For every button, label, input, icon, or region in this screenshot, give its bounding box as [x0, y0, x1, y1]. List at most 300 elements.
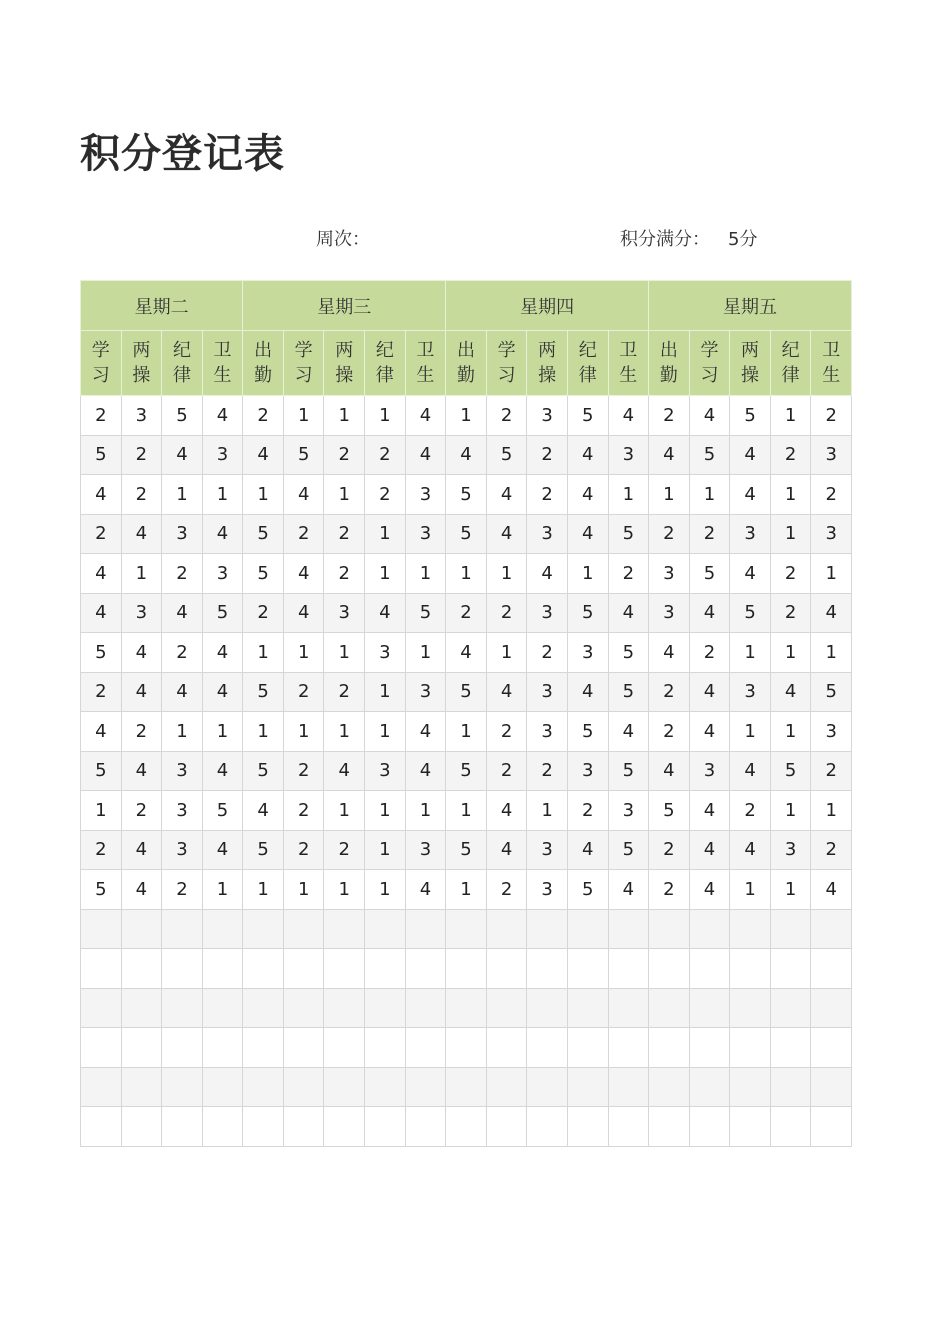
score-cell[interactable]: 2	[283, 672, 324, 712]
score-cell[interactable]: 1	[811, 633, 852, 673]
score-cell[interactable]: 4	[689, 672, 730, 712]
score-cell[interactable]: 2	[649, 830, 690, 870]
score-cell[interactable]: 3	[202, 554, 243, 594]
score-cell[interactable]	[81, 1067, 122, 1107]
score-cell[interactable]: 1	[689, 475, 730, 515]
score-cell[interactable]: 4	[689, 830, 730, 870]
score-cell[interactable]: 1	[770, 870, 811, 910]
score-cell[interactable]	[365, 909, 406, 949]
score-cell[interactable]: 3	[527, 396, 568, 436]
score-cell[interactable]: 1	[283, 870, 324, 910]
score-cell[interactable]: 4	[202, 633, 243, 673]
score-cell[interactable]: 4	[81, 475, 122, 515]
score-cell[interactable]: 1	[365, 791, 406, 831]
score-cell[interactable]: 2	[121, 475, 162, 515]
score-cell[interactable]: 2	[730, 791, 771, 831]
score-cell[interactable]: 1	[527, 791, 568, 831]
score-cell[interactable]: 4	[283, 593, 324, 633]
score-cell[interactable]: 4	[81, 554, 122, 594]
score-cell[interactable]: 4	[730, 554, 771, 594]
score-cell[interactable]	[121, 1028, 162, 1068]
score-cell[interactable]	[283, 949, 324, 989]
score-cell[interactable]	[486, 909, 527, 949]
score-cell[interactable]	[689, 1028, 730, 1068]
score-cell[interactable]: 1	[770, 633, 811, 673]
score-cell[interactable]: 2	[446, 593, 487, 633]
score-cell[interactable]	[446, 1107, 487, 1147]
score-cell[interactable]	[283, 1028, 324, 1068]
score-cell[interactable]	[283, 1107, 324, 1147]
score-cell[interactable]: 2	[649, 870, 690, 910]
score-cell[interactable]: 3	[527, 672, 568, 712]
score-cell[interactable]: 2	[121, 712, 162, 752]
score-cell[interactable]: 4	[730, 435, 771, 475]
score-cell[interactable]	[405, 949, 446, 989]
score-cell[interactable]: 1	[649, 475, 690, 515]
score-cell[interactable]	[202, 1107, 243, 1147]
score-cell[interactable]	[730, 1107, 771, 1147]
score-cell[interactable]: 5	[243, 554, 284, 594]
score-cell[interactable]: 4	[324, 751, 365, 791]
score-cell[interactable]: 3	[527, 514, 568, 554]
score-cell[interactable]: 4	[649, 751, 690, 791]
score-cell[interactable]: 1	[324, 791, 365, 831]
score-cell[interactable]	[243, 988, 284, 1028]
score-cell[interactable]: 4	[649, 435, 690, 475]
score-cell[interactable]: 5	[283, 435, 324, 475]
score-cell[interactable]: 2	[81, 514, 122, 554]
score-cell[interactable]	[121, 988, 162, 1028]
score-cell[interactable]	[527, 1107, 568, 1147]
score-cell[interactable]	[689, 1107, 730, 1147]
score-cell[interactable]: 4	[567, 830, 608, 870]
score-cell[interactable]: 2	[649, 514, 690, 554]
score-cell[interactable]: 5	[202, 593, 243, 633]
score-cell[interactable]	[405, 1028, 446, 1068]
score-cell[interactable]	[283, 1067, 324, 1107]
score-cell[interactable]	[324, 909, 365, 949]
score-cell[interactable]: 5	[81, 435, 122, 475]
score-cell[interactable]: 4	[811, 593, 852, 633]
score-cell[interactable]: 3	[162, 751, 203, 791]
score-cell[interactable]: 5	[811, 672, 852, 712]
score-cell[interactable]: 4	[689, 396, 730, 436]
score-cell[interactable]: 4	[567, 672, 608, 712]
score-cell[interactable]: 2	[243, 593, 284, 633]
score-cell[interactable]: 1	[283, 396, 324, 436]
score-cell[interactable]: 1	[365, 514, 406, 554]
score-cell[interactable]: 4	[405, 712, 446, 752]
score-cell[interactable]	[162, 1067, 203, 1107]
score-cell[interactable]: 4	[283, 554, 324, 594]
score-cell[interactable]	[608, 988, 649, 1028]
score-cell[interactable]: 1	[324, 396, 365, 436]
score-cell[interactable]	[649, 1067, 690, 1107]
score-cell[interactable]: 1	[446, 396, 487, 436]
score-cell[interactable]: 4	[202, 672, 243, 712]
score-cell[interactable]: 5	[81, 870, 122, 910]
score-cell[interactable]: 4	[486, 514, 527, 554]
score-cell[interactable]: 4	[243, 435, 284, 475]
score-cell[interactable]	[527, 909, 568, 949]
score-cell[interactable]	[486, 949, 527, 989]
score-cell[interactable]: 2	[811, 751, 852, 791]
score-cell[interactable]: 4	[527, 554, 568, 594]
score-cell[interactable]	[811, 1067, 852, 1107]
score-cell[interactable]: 3	[649, 593, 690, 633]
score-cell[interactable]: 2	[162, 870, 203, 910]
score-cell[interactable]	[730, 949, 771, 989]
score-cell[interactable]: 2	[811, 475, 852, 515]
score-cell[interactable]: 2	[283, 791, 324, 831]
score-cell[interactable]: 4	[486, 672, 527, 712]
score-cell[interactable]	[283, 909, 324, 949]
score-cell[interactable]	[770, 909, 811, 949]
score-cell[interactable]	[567, 949, 608, 989]
score-cell[interactable]	[608, 949, 649, 989]
score-cell[interactable]: 5	[243, 672, 284, 712]
score-cell[interactable]: 1	[770, 791, 811, 831]
score-cell[interactable]: 4	[770, 672, 811, 712]
score-cell[interactable]	[730, 1028, 771, 1068]
score-cell[interactable]: 5	[446, 672, 487, 712]
score-cell[interactable]: 2	[567, 791, 608, 831]
score-cell[interactable]: 2	[81, 830, 122, 870]
score-cell[interactable]: 2	[365, 475, 406, 515]
score-cell[interactable]: 2	[486, 712, 527, 752]
score-cell[interactable]: 2	[324, 514, 365, 554]
score-cell[interactable]: 4	[121, 751, 162, 791]
score-cell[interactable]: 3	[730, 672, 771, 712]
score-cell[interactable]	[770, 949, 811, 989]
score-cell[interactable]: 1	[770, 514, 811, 554]
score-cell[interactable]: 5	[730, 396, 771, 436]
score-cell[interactable]: 4	[81, 712, 122, 752]
score-cell[interactable]: 1	[446, 791, 487, 831]
score-cell[interactable]: 1	[243, 870, 284, 910]
score-cell[interactable]: 2	[527, 435, 568, 475]
score-cell[interactable]: 1	[202, 712, 243, 752]
score-cell[interactable]: 2	[283, 514, 324, 554]
score-cell[interactable]	[446, 949, 487, 989]
score-cell[interactable]	[811, 949, 852, 989]
score-cell[interactable]: 4	[730, 475, 771, 515]
score-cell[interactable]: 1	[324, 870, 365, 910]
score-cell[interactable]	[405, 1107, 446, 1147]
score-cell[interactable]: 1	[405, 791, 446, 831]
score-cell[interactable]: 1	[770, 475, 811, 515]
score-cell[interactable]: 5	[608, 672, 649, 712]
score-cell[interactable]: 1	[283, 712, 324, 752]
score-cell[interactable]	[162, 988, 203, 1028]
score-cell[interactable]: 5	[567, 870, 608, 910]
score-cell[interactable]: 3	[527, 830, 568, 870]
score-cell[interactable]: 5	[446, 514, 487, 554]
score-cell[interactable]: 2	[324, 554, 365, 594]
score-cell[interactable]: 3	[405, 475, 446, 515]
score-cell[interactable]	[446, 1067, 487, 1107]
score-cell[interactable]	[689, 988, 730, 1028]
score-cell[interactable]	[121, 1107, 162, 1147]
score-cell[interactable]: 4	[446, 435, 487, 475]
score-cell[interactable]: 5	[446, 830, 487, 870]
score-cell[interactable]: 3	[527, 712, 568, 752]
score-cell[interactable]: 4	[121, 672, 162, 712]
score-cell[interactable]: 4	[121, 633, 162, 673]
score-cell[interactable]: 4	[202, 396, 243, 436]
score-cell[interactable]	[770, 1107, 811, 1147]
score-cell[interactable]	[649, 1107, 690, 1147]
score-cell[interactable]	[162, 909, 203, 949]
score-cell[interactable]: 4	[567, 435, 608, 475]
score-cell[interactable]: 2	[527, 475, 568, 515]
score-cell[interactable]: 5	[770, 751, 811, 791]
score-cell[interactable]: 4	[730, 830, 771, 870]
score-cell[interactable]: 3	[405, 672, 446, 712]
score-cell[interactable]	[243, 1107, 284, 1147]
score-cell[interactable]: 5	[446, 475, 487, 515]
score-cell[interactable]: 4	[730, 751, 771, 791]
score-cell[interactable]	[689, 909, 730, 949]
score-cell[interactable]: 4	[162, 435, 203, 475]
score-cell[interactable]: 1	[162, 712, 203, 752]
score-cell[interactable]: 3	[202, 435, 243, 475]
score-cell[interactable]: 3	[162, 791, 203, 831]
score-cell[interactable]: 4	[567, 514, 608, 554]
score-cell[interactable]: 3	[811, 435, 852, 475]
score-cell[interactable]: 3	[405, 830, 446, 870]
score-cell[interactable]	[811, 1028, 852, 1068]
score-cell[interactable]	[243, 949, 284, 989]
score-cell[interactable]	[567, 909, 608, 949]
score-cell[interactable]: 4	[811, 870, 852, 910]
score-cell[interactable]	[81, 988, 122, 1028]
score-cell[interactable]: 4	[567, 475, 608, 515]
score-cell[interactable]: 1	[486, 633, 527, 673]
score-cell[interactable]	[162, 949, 203, 989]
score-cell[interactable]: 4	[81, 593, 122, 633]
score-cell[interactable]: 5	[567, 712, 608, 752]
score-cell[interactable]: 1	[730, 633, 771, 673]
score-cell[interactable]: 3	[608, 435, 649, 475]
score-cell[interactable]: 4	[486, 791, 527, 831]
score-cell[interactable]	[811, 909, 852, 949]
score-cell[interactable]: 1	[81, 791, 122, 831]
score-cell[interactable]	[365, 1107, 406, 1147]
score-cell[interactable]: 4	[446, 633, 487, 673]
score-cell[interactable]: 5	[243, 514, 284, 554]
score-cell[interactable]	[405, 909, 446, 949]
score-cell[interactable]	[202, 1067, 243, 1107]
score-cell[interactable]: 2	[324, 672, 365, 712]
score-cell[interactable]	[730, 1067, 771, 1107]
score-cell[interactable]: 4	[486, 475, 527, 515]
score-cell[interactable]: 1	[365, 712, 406, 752]
score-cell[interactable]: 2	[770, 593, 811, 633]
score-cell[interactable]: 4	[162, 593, 203, 633]
score-cell[interactable]: 4	[162, 672, 203, 712]
score-cell[interactable]: 2	[608, 554, 649, 594]
score-cell[interactable]: 5	[608, 633, 649, 673]
score-cell[interactable]: 5	[81, 633, 122, 673]
score-cell[interactable]	[608, 909, 649, 949]
score-cell[interactable]: 1	[162, 475, 203, 515]
score-cell[interactable]: 2	[121, 435, 162, 475]
score-cell[interactable]	[770, 1067, 811, 1107]
score-cell[interactable]	[770, 988, 811, 1028]
score-cell[interactable]	[162, 1107, 203, 1147]
score-cell[interactable]	[365, 1028, 406, 1068]
score-cell[interactable]	[527, 1067, 568, 1107]
score-cell[interactable]: 1	[446, 712, 487, 752]
score-cell[interactable]	[608, 1067, 649, 1107]
score-cell[interactable]: 2	[81, 672, 122, 712]
score-cell[interactable]: 3	[162, 830, 203, 870]
score-cell[interactable]: 2	[689, 514, 730, 554]
score-cell[interactable]: 2	[527, 633, 568, 673]
score-cell[interactable]: 1	[283, 633, 324, 673]
score-cell[interactable]: 5	[567, 396, 608, 436]
score-cell[interactable]	[730, 909, 771, 949]
score-cell[interactable]	[446, 1028, 487, 1068]
score-cell[interactable]	[243, 1067, 284, 1107]
score-cell[interactable]: 4	[243, 791, 284, 831]
score-cell[interactable]: 4	[405, 396, 446, 436]
score-cell[interactable]: 3	[121, 593, 162, 633]
score-cell[interactable]	[162, 1028, 203, 1068]
score-cell[interactable]: 2	[649, 672, 690, 712]
score-cell[interactable]	[486, 1028, 527, 1068]
score-cell[interactable]: 4	[689, 593, 730, 633]
score-cell[interactable]	[405, 1067, 446, 1107]
score-cell[interactable]	[486, 1107, 527, 1147]
score-cell[interactable]: 5	[486, 435, 527, 475]
score-cell[interactable]	[649, 949, 690, 989]
score-cell[interactable]: 1	[365, 672, 406, 712]
score-cell[interactable]: 1	[567, 554, 608, 594]
score-cell[interactable]: 2	[486, 593, 527, 633]
score-cell[interactable]: 5	[608, 830, 649, 870]
score-cell[interactable]: 5	[608, 514, 649, 554]
score-cell[interactable]: 4	[486, 830, 527, 870]
score-cell[interactable]	[608, 1028, 649, 1068]
score-cell[interactable]: 3	[811, 712, 852, 752]
score-cell[interactable]: 1	[365, 830, 406, 870]
score-cell[interactable]: 3	[324, 593, 365, 633]
score-cell[interactable]	[365, 1067, 406, 1107]
score-cell[interactable]: 3	[811, 514, 852, 554]
score-cell[interactable]	[527, 988, 568, 1028]
score-cell[interactable]: 2	[162, 554, 203, 594]
score-cell[interactable]	[608, 1107, 649, 1147]
score-cell[interactable]: 4	[405, 751, 446, 791]
score-cell[interactable]: 2	[162, 633, 203, 673]
score-cell[interactable]	[446, 988, 487, 1028]
score-cell[interactable]	[567, 1028, 608, 1068]
score-cell[interactable]: 1	[811, 791, 852, 831]
score-cell[interactable]	[567, 988, 608, 1028]
score-cell[interactable]	[365, 988, 406, 1028]
score-cell[interactable]: 2	[689, 633, 730, 673]
score-cell[interactable]	[649, 988, 690, 1028]
score-cell[interactable]	[649, 1028, 690, 1068]
score-cell[interactable]: 1	[405, 633, 446, 673]
score-cell[interactable]: 5	[608, 751, 649, 791]
score-cell[interactable]	[202, 909, 243, 949]
score-cell[interactable]: 4	[689, 870, 730, 910]
score-cell[interactable]: 2	[527, 751, 568, 791]
score-cell[interactable]: 3	[365, 633, 406, 673]
score-cell[interactable]: 3	[770, 830, 811, 870]
score-cell[interactable]	[770, 1028, 811, 1068]
score-cell[interactable]: 5	[689, 554, 730, 594]
score-cell[interactable]: 5	[81, 751, 122, 791]
score-cell[interactable]: 4	[202, 751, 243, 791]
score-cell[interactable]: 5	[405, 593, 446, 633]
score-cell[interactable]: 1	[770, 712, 811, 752]
score-cell[interactable]: 1	[446, 870, 487, 910]
score-cell[interactable]: 2	[649, 712, 690, 752]
score-cell[interactable]: 5	[730, 593, 771, 633]
score-cell[interactable]: 5	[567, 593, 608, 633]
score-cell[interactable]: 3	[567, 751, 608, 791]
score-cell[interactable]: 1	[770, 396, 811, 436]
score-cell[interactable]	[689, 1067, 730, 1107]
score-cell[interactable]: 4	[283, 475, 324, 515]
score-cell[interactable]: 1	[243, 475, 284, 515]
score-cell[interactable]: 2	[486, 870, 527, 910]
score-cell[interactable]: 2	[811, 396, 852, 436]
score-cell[interactable]: 4	[689, 712, 730, 752]
score-cell[interactable]: 1	[202, 475, 243, 515]
score-cell[interactable]: 3	[608, 791, 649, 831]
score-cell[interactable]	[365, 949, 406, 989]
score-cell[interactable]: 3	[649, 554, 690, 594]
score-cell[interactable]	[243, 909, 284, 949]
score-cell[interactable]: 5	[202, 791, 243, 831]
score-cell[interactable]: 2	[649, 396, 690, 436]
score-cell[interactable]	[324, 1107, 365, 1147]
score-cell[interactable]: 1	[608, 475, 649, 515]
score-cell[interactable]: 4	[608, 712, 649, 752]
score-cell[interactable]: 2	[324, 435, 365, 475]
score-cell[interactable]: 5	[649, 791, 690, 831]
score-cell[interactable]: 1	[365, 554, 406, 594]
score-cell[interactable]: 1	[324, 475, 365, 515]
score-cell[interactable]	[121, 1067, 162, 1107]
score-cell[interactable]: 5	[243, 751, 284, 791]
score-cell[interactable]	[81, 909, 122, 949]
score-cell[interactable]: 4	[608, 396, 649, 436]
score-cell[interactable]	[121, 909, 162, 949]
score-cell[interactable]	[243, 1028, 284, 1068]
score-cell[interactable]	[486, 1067, 527, 1107]
score-cell[interactable]: 1	[405, 554, 446, 594]
score-cell[interactable]: 3	[162, 514, 203, 554]
score-cell[interactable]: 2	[365, 435, 406, 475]
score-cell[interactable]	[283, 988, 324, 1028]
score-cell[interactable]	[811, 988, 852, 1028]
score-cell[interactable]: 4	[121, 830, 162, 870]
score-cell[interactable]: 3	[730, 514, 771, 554]
score-cell[interactable]: 2	[770, 435, 811, 475]
score-cell[interactable]: 3	[527, 593, 568, 633]
score-cell[interactable]: 2	[324, 830, 365, 870]
score-cell[interactable]: 1	[730, 712, 771, 752]
score-cell[interactable]: 2	[243, 396, 284, 436]
score-cell[interactable]: 4	[649, 633, 690, 673]
score-cell[interactable]	[446, 909, 487, 949]
